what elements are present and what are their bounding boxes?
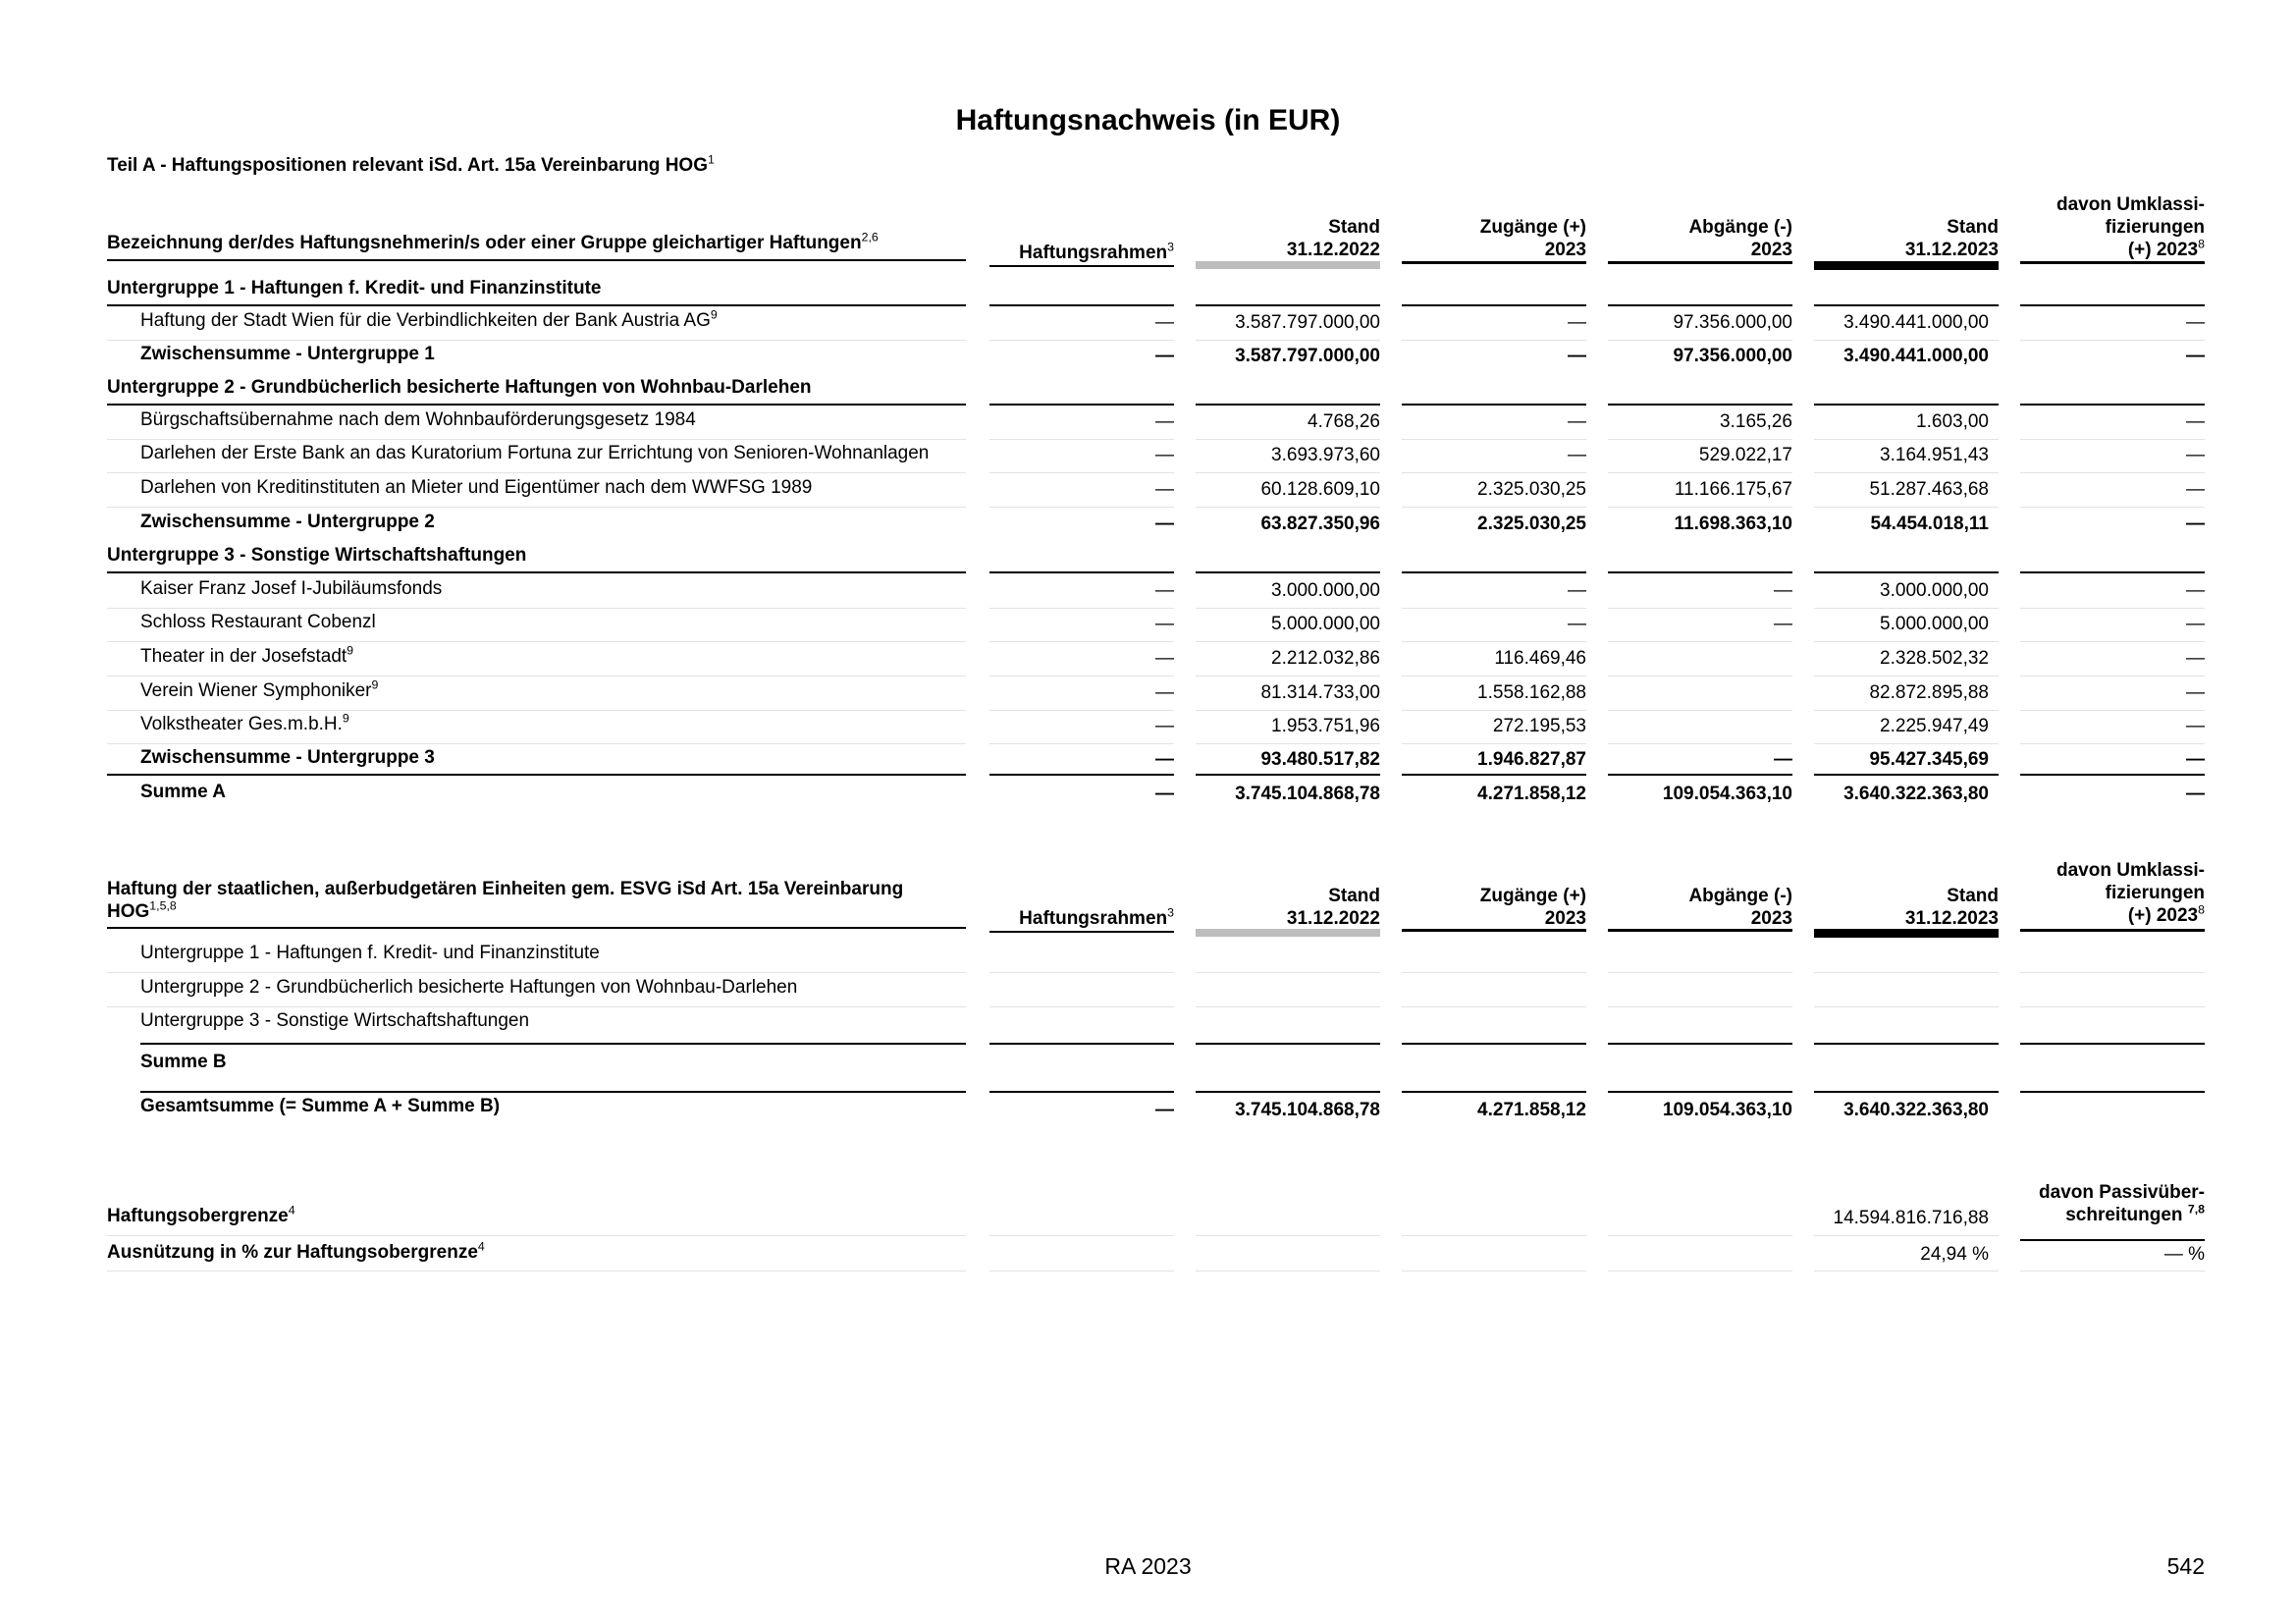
cell-u: — bbox=[2186, 784, 2205, 804]
cell-ab: 97.356.000,00 bbox=[1673, 346, 1792, 366]
cell-zu: — bbox=[1568, 445, 1586, 465]
cell-ab: 11.166.175,67 bbox=[1674, 479, 1792, 500]
passiv-header: davon Passivüber- schreitungen $^{7,8}$ bbox=[2039, 1182, 2205, 1225]
cell-s2: 3.490.441.000,00 bbox=[1843, 312, 1989, 333]
cell-s2: 95.427.345,69 bbox=[1869, 749, 1989, 770]
cell-u: — bbox=[2186, 312, 2205, 333]
cell-s2: 2.225.947,49 bbox=[1880, 716, 1989, 736]
cell-zu: — bbox=[1568, 411, 1586, 432]
cell-ab: 97.356.000,00 bbox=[1673, 312, 1792, 333]
cell-r: — bbox=[1155, 648, 1174, 669]
gesamtsumme-label: Gesamtsumme (= Summe A + Summe B) bbox=[140, 1096, 501, 1116]
row-label-text: Untergruppe 2 - Grundbücherlich besicherte Haftungen von Wohnbau-Darlehen bbox=[107, 377, 812, 398]
cell-u: — bbox=[2186, 716, 2205, 736]
b-col-stand-2022-header: Stand 31.12.2022 bbox=[1286, 886, 1380, 929]
cell-r: — bbox=[1155, 312, 1174, 333]
cell-r: — bbox=[1155, 445, 1174, 465]
cell-r: — bbox=[1155, 514, 1174, 534]
row-label-text: Bürgschaftsübernahme nach dem Wohnbauförderungsgesetz 1984 bbox=[140, 409, 696, 430]
cell-zu: 2.325.030,25 bbox=[1477, 479, 1586, 500]
cell-s1: 4.768,26 bbox=[1308, 411, 1380, 432]
col-umklass-header: davon Umklassi- fizierungen (+) 2023$^8$ bbox=[2056, 194, 2205, 260]
cell-r: — bbox=[1155, 411, 1174, 432]
row-label bbox=[140, 307, 718, 332]
gesamt-cell-s2: 3.640.322.363,80 bbox=[1843, 1100, 1989, 1120]
footnote-ref: 9 bbox=[371, 677, 379, 692]
cell-s1: 1.953.751,96 bbox=[1271, 716, 1380, 736]
gesamt-cell-ab: 109.054.363,10 bbox=[1662, 1100, 1792, 1120]
cell-s1: 2.212.032,86 bbox=[1271, 648, 1380, 669]
cell-s2: 82.872.895,88 bbox=[1869, 682, 1989, 703]
row-label bbox=[107, 545, 526, 567]
col-zugaenge-header: Zugänge (+) 2023 bbox=[1479, 217, 1586, 260]
row-label bbox=[140, 443, 929, 464]
row-label-text: Kaiser Franz Josef I-Jubiläumsfonds bbox=[140, 578, 443, 599]
b-col-abgaenge-header: Abgänge (-) 2023 bbox=[1688, 886, 1792, 929]
cell-s2: 3.640.322.363,80 bbox=[1843, 784, 1989, 804]
cell-r: — bbox=[1155, 346, 1174, 366]
hog-label: Haftungsobergrenze$^4$ bbox=[107, 1203, 295, 1226]
cell-s1: 81.314.733,00 bbox=[1260, 682, 1380, 703]
row-label bbox=[140, 747, 435, 769]
cell-s2: 1.603,00 bbox=[1916, 411, 1989, 432]
gesamt-cell-r: — bbox=[1155, 1100, 1174, 1120]
ausnuetzung-label: Ausnützung in % zur Haftungsobergrenze$^4$ bbox=[107, 1239, 485, 1263]
cell-s1: 63.827.350,96 bbox=[1260, 514, 1380, 534]
teil-a-heading: Teil A - Haftungspositionen relevant iSd. Art. 15a Vereinbarung HOG$^1$ bbox=[107, 152, 715, 176]
page-title: Haftungsnachweis (in EUR) bbox=[955, 104, 1341, 136]
row-label bbox=[107, 377, 812, 399]
row-label-text: Summe A bbox=[140, 782, 226, 802]
row-label-text: Haftung der Stadt Wien für die Verbindlichkeiten der Bank Austria AG bbox=[140, 310, 711, 331]
cell-s2: 2.328.502,32 bbox=[1880, 648, 1989, 669]
cell-zu: — bbox=[1568, 580, 1586, 601]
row-label bbox=[140, 344, 435, 365]
b-col-rahmen-header: Haftungsrahmen$^3$ bbox=[1019, 905, 1174, 929]
cell-s2: 3.164.951,43 bbox=[1880, 445, 1989, 465]
teil-b-heading: Haftung der staatlichen, außerbudgetären Einheiten gem. ESVG iSd Art. 15a Vereinbarung HOG$^{1,5,8}$ bbox=[107, 879, 904, 922]
cell-s2: 51.287.463,68 bbox=[1869, 479, 1989, 500]
row-label-text: Schloss Restaurant Cobenzl bbox=[140, 612, 376, 632]
ausnuetzung-passiv: — % bbox=[2163, 1244, 2205, 1265]
cell-zu: 116.469,46 bbox=[1494, 648, 1586, 669]
col-abgaenge-header: Abgänge (-) 2023 bbox=[1688, 217, 1792, 260]
footer-report: RA 2023 bbox=[1104, 1553, 1192, 1579]
row-label bbox=[140, 711, 349, 735]
row-label bbox=[140, 677, 379, 702]
row-label-text: Volkstheater Ges.m.b.H. bbox=[140, 714, 343, 734]
cell-ab: — bbox=[1774, 580, 1792, 601]
cell-r: — bbox=[1155, 479, 1174, 500]
cell-s1: 93.480.517,82 bbox=[1260, 749, 1380, 770]
cell-ab: 3.165,26 bbox=[1720, 411, 1792, 432]
cell-zu: 1.946.827,87 bbox=[1477, 749, 1586, 770]
cell-r: — bbox=[1155, 580, 1174, 601]
cell-u: — bbox=[2186, 580, 2205, 601]
cell-s1: 3.693.973,60 bbox=[1271, 445, 1380, 465]
cell-u: — bbox=[2186, 346, 2205, 366]
cell-zu: 4.271.858,12 bbox=[1477, 784, 1586, 804]
cell-s2: 3.490.441.000,00 bbox=[1843, 346, 1989, 366]
footnote-ref: 9 bbox=[342, 711, 349, 726]
cell-u: — bbox=[2186, 479, 2205, 500]
cell-ab: 529.022,17 bbox=[1698, 445, 1792, 465]
col-label-header: Bezeichnung der/des Haftungsnehmerin/s oder einer Gruppe gleichartiger Haftungen$^{2,6}$ bbox=[107, 230, 879, 253]
cell-s2: 5.000.000,00 bbox=[1880, 614, 1989, 634]
cell-zu: — bbox=[1568, 312, 1586, 333]
page-number: 542 bbox=[2166, 1553, 2205, 1579]
cell-zu: 1.558.162,88 bbox=[1477, 682, 1586, 703]
row-label-text: Zwischensumme - Untergruppe 2 bbox=[140, 512, 435, 532]
b-row-label: Untergruppe 3 - Sonstige Wirtschaftshaftungen bbox=[140, 1010, 530, 1031]
cell-u: — bbox=[2186, 614, 2205, 634]
cell-s1: 5.000.000,00 bbox=[1271, 614, 1380, 634]
cell-s1: 60.128.609,10 bbox=[1260, 479, 1380, 500]
b-col-zugaenge-header: Zugänge (+) 2023 bbox=[1479, 886, 1586, 929]
row-label bbox=[140, 643, 354, 668]
b-row-label: Untergruppe 2 - Grundbücherlich besicherte Haftungen von Wohnbau-Darlehen bbox=[140, 977, 798, 998]
cell-s2: 54.454.018,11 bbox=[1870, 514, 1989, 534]
row-label bbox=[140, 512, 435, 533]
row-label-text: Verein Wiener Symphoniker bbox=[140, 680, 372, 701]
cell-u: — bbox=[2186, 749, 2205, 770]
cell-zu: — bbox=[1568, 614, 1586, 634]
cell-ab: — bbox=[1774, 614, 1792, 634]
cell-zu: 272.195,53 bbox=[1492, 716, 1586, 736]
gesamt-cell-zu: 4.271.858,12 bbox=[1477, 1100, 1586, 1120]
row-label-text: Darlehen der Erste Bank an das Kuratorium Fortuna zur Errichtung von Senioren-Wohnanlagen bbox=[140, 443, 930, 463]
cell-ab: 11.698.363,10 bbox=[1674, 514, 1792, 534]
footnote-ref: 9 bbox=[710, 307, 718, 322]
row-label-text: Zwischensumme - Untergruppe 3 bbox=[140, 747, 435, 768]
cell-u: — bbox=[2186, 411, 2205, 432]
row-label-text: Zwischensumme - Untergruppe 1 bbox=[140, 344, 435, 364]
cell-ab: 109.054.363,10 bbox=[1662, 784, 1792, 804]
row-label bbox=[140, 477, 812, 499]
cell-s2: 3.000.000,00 bbox=[1880, 580, 1989, 601]
b-row-label: Untergruppe 1 - Haftungen f. Kredit- und Finanzinstitute bbox=[140, 943, 600, 963]
col-stand-2022-header: Stand 31.12.2022 bbox=[1286, 217, 1380, 260]
cell-r: — bbox=[1155, 614, 1174, 634]
cell-r: — bbox=[1155, 682, 1174, 703]
footnote-ref: 9 bbox=[347, 643, 354, 658]
cell-ab: — bbox=[1774, 749, 1792, 770]
hog-value: 14.594.816.716,88 bbox=[1833, 1208, 1989, 1228]
b-col-stand-2023-header: Stand 31.12.2023 bbox=[1904, 886, 1999, 929]
cell-r: — bbox=[1155, 784, 1174, 804]
row-label bbox=[140, 612, 376, 633]
row-label-text: Untergruppe 3 - Sonstige Wirtschaftshaftungen bbox=[107, 545, 527, 566]
ausnuetzung-value: 24,94 % bbox=[1920, 1244, 1989, 1265]
cell-u: — bbox=[2186, 514, 2205, 534]
cell-s1: 3.587.797.000,00 bbox=[1235, 312, 1380, 333]
cell-zu: 2.325.030,25 bbox=[1477, 514, 1586, 534]
row-label bbox=[140, 409, 696, 431]
cell-r: — bbox=[1155, 716, 1174, 736]
cell-r: — bbox=[1155, 749, 1174, 770]
col-stand-2023-header: Stand 31.12.2023 bbox=[1904, 217, 1999, 260]
gesamt-cell-s1: 3.745.104.868,78 bbox=[1235, 1100, 1380, 1120]
cell-zu: — bbox=[1568, 346, 1586, 366]
row-label-text: Darlehen von Kreditinstituten an Mieter und Eigentümer nach dem WWFSG 1989 bbox=[140, 477, 813, 498]
row-label-text: Theater in der Josefstadt bbox=[140, 646, 347, 667]
cell-s1: 3.745.104.868,78 bbox=[1235, 784, 1380, 804]
cell-u: — bbox=[2186, 682, 2205, 703]
row-label-text: Untergruppe 1 - Haftungen f. Kredit- und Finanzinstitute bbox=[107, 278, 602, 298]
row-label bbox=[140, 578, 442, 600]
cell-u: — bbox=[2186, 445, 2205, 465]
b-col-umklass-header: davon Umklassi- fizierungen (+) 2023$^8$ bbox=[2056, 860, 2205, 926]
row-label bbox=[107, 278, 601, 299]
summe-b-label: Summe B bbox=[140, 1052, 227, 1072]
col-rahmen-header: Haftungsrahmen$^3$ bbox=[1019, 240, 1174, 263]
cell-s1: 3.587.797.000,00 bbox=[1235, 346, 1380, 366]
cell-u: — bbox=[2186, 648, 2205, 669]
cell-s1: 3.000.000,00 bbox=[1271, 580, 1380, 601]
row-label bbox=[140, 782, 226, 803]
